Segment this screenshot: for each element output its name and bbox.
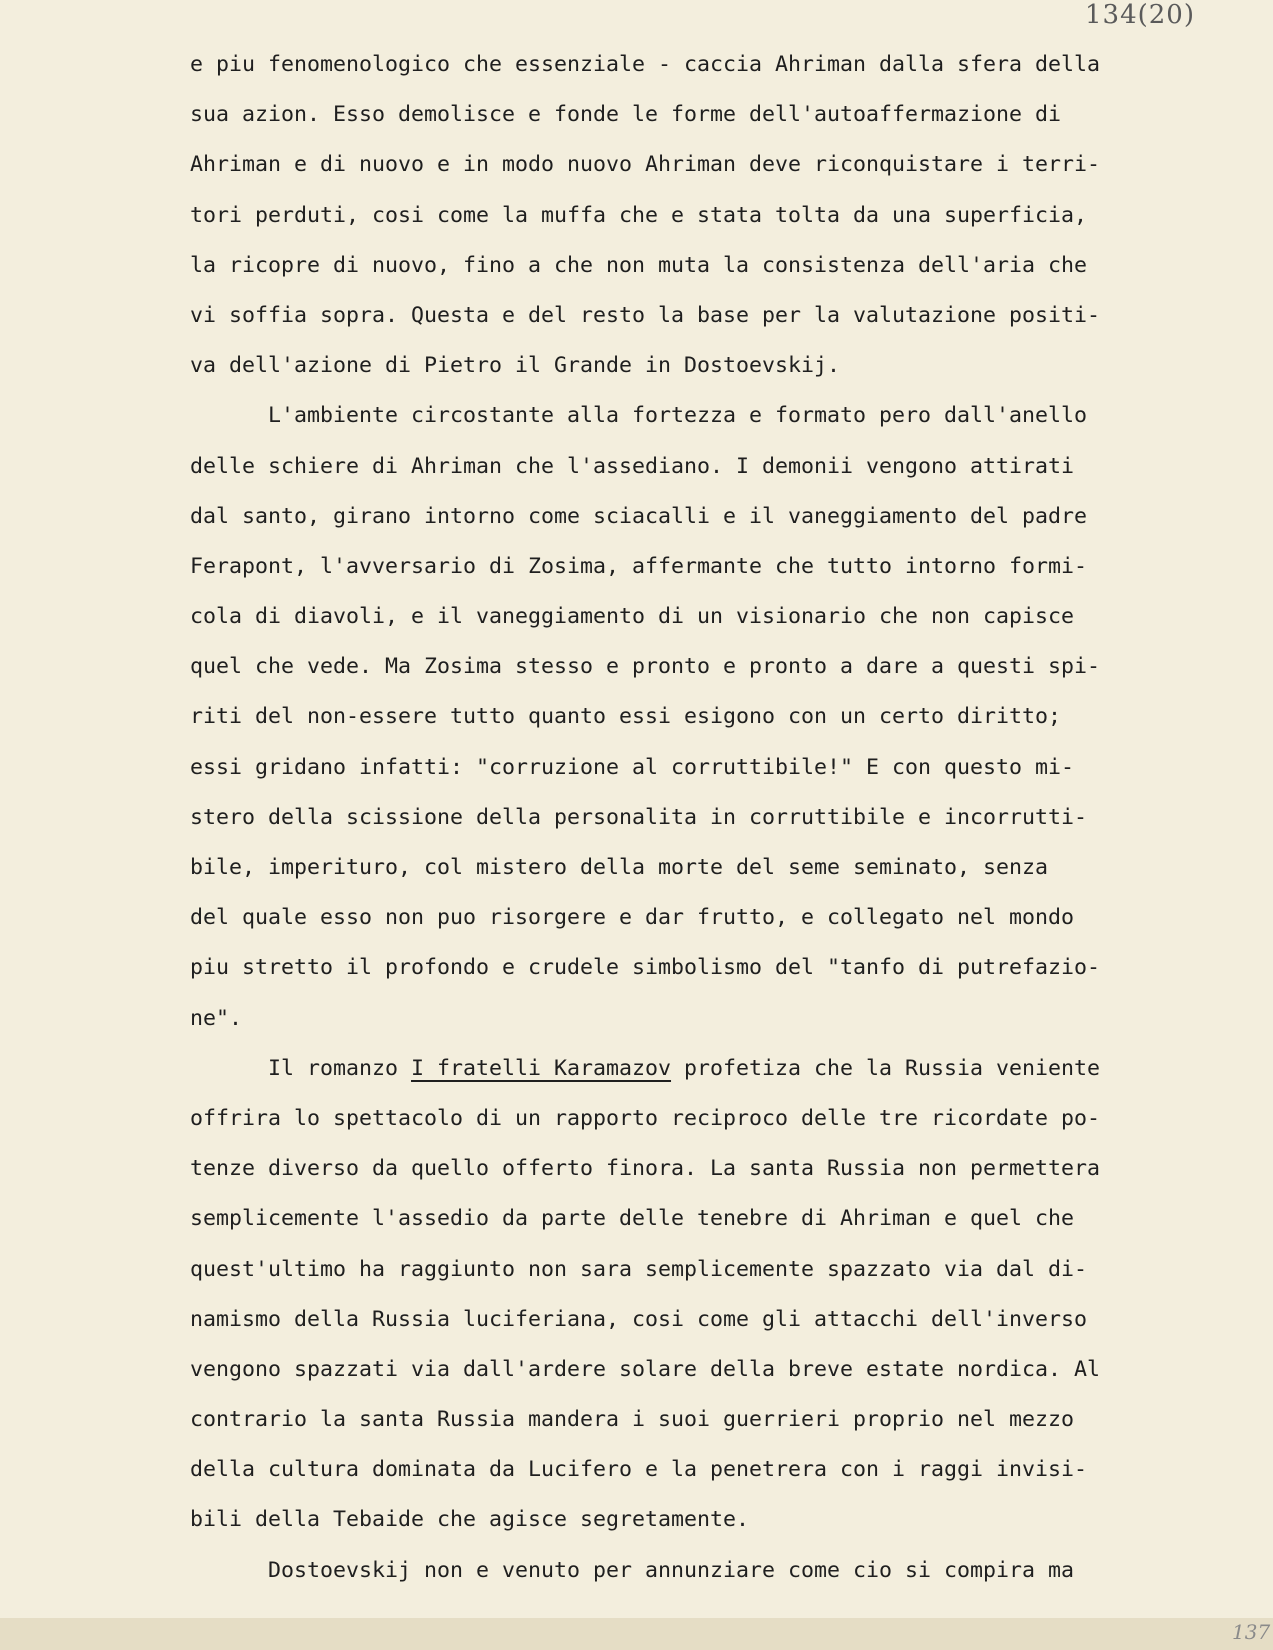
scan-background-edge [0, 1618, 1273, 1650]
typewritten-body [190, 40, 1250, 1596]
text-line: semplicemente l'assedio da parte delle tenebre di Ahriman e quel che [190, 1206, 1075, 1232]
title-prefix: Il romanzo [268, 1055, 412, 1081]
text-line: dal santo, girano intorno come sciacalli e il vaneggiamento del padre [190, 503, 1088, 529]
text-line: bili della Tebaide che agisce segretamente. [190, 1507, 750, 1533]
text-line: bile, imperituro, col mistero della morte del seme seminato, senza [190, 855, 1049, 880]
text-line: namismo della Russia luciferiana, cosi come gli attacchi dell'inverso [190, 1306, 1088, 1332]
text-line: riti del non-essere tutto quanto essi esigono con un certo diritto; [190, 704, 1062, 730]
text-line: del quale esso non puo risorgere e dar frutto, e collegato nel mondo [190, 905, 1075, 931]
text-line: e piu fenomenologico che essenziale - caccia Ahriman dalla sfera della [190, 52, 1101, 77]
text-line: Ferapont, l'avversario di Zosima, affermante che tutto intorno formi- [190, 553, 1088, 579]
book-title: I fratelli Karamazov [411, 1055, 672, 1081]
corner-number: 137 [1232, 1620, 1271, 1644]
text-line: la ricopre di nuovo, fino a che non muta la consistenza dell'aria che [190, 252, 1088, 278]
title-suffix: profetiza che la Russia veniente [671, 1055, 1101, 1081]
text-line: sua azion. Esso demolisce e fonde le forme dell'autoaffermazione di [190, 102, 1062, 128]
text-line: ne". [190, 1005, 243, 1031]
text-line-with-title [190, 1044, 1250, 1094]
text-line: cola di diavoli, e il vaneggiamento di un visionario che non capisce [190, 604, 1075, 630]
text-line: L'ambiente circostante alla fortezza e formato pero dall'anello [268, 403, 1088, 429]
text-line: va dell'azione di Pietro il Grande in Dostoevskij. [190, 353, 841, 379]
text-line: quest'ultimo ha raggiunto non sara semplicemente spazzato via dal di- [190, 1256, 1088, 1282]
text-line: quel che vede. Ma Zosima stesso e pronto e pronto a dare a questi spi- [190, 654, 1101, 680]
text-line: contrario la santa Russia mandera i suoi guerrieri proprio nel mezzo [190, 1407, 1075, 1433]
text-line: vengono spazzati via dall'ardere solare della breve estate nordica. Al [190, 1356, 1101, 1382]
text-line: piu stretto il profondo e crudele simbolismo del "tanfo di putrefazio- [190, 955, 1101, 981]
text-line: vi soffia sopra. Questa e del resto la base per la valutazione positi- [190, 302, 1101, 328]
text-line: Ahriman e di nuovo e in modo nuovo Ahriman deve riconquistare i terri- [190, 152, 1101, 178]
text-line: essi gridano infatti: "corruzione al corruttibile!" E con questo mi- [190, 754, 1075, 780]
text-line: tori perduti, cosi come la muffa che e stata tolta da una superficia, [190, 202, 1088, 228]
text-line: delle schiere di Ahriman che l'assediano. I demonii vengono attirati [190, 453, 1075, 479]
page-number: 134(20) [1085, 0, 1195, 30]
text-line: della cultura dominata da Lucifero e la penetrera con i raggi invisi- [190, 1457, 1088, 1483]
text-line: tenze diverso da quello offerto finora. La santa Russia non permettera [190, 1156, 1101, 1182]
text-line: Dostoevskij non e venuto per annunziare come cio si compira ma [268, 1557, 1075, 1583]
text-line: stero della scissione della personalita in corruttibile e incorrutti- [190, 804, 1088, 830]
text-line: offrira lo spettacolo di un rapporto reciproco delle tre ricordate po- [190, 1105, 1101, 1131]
